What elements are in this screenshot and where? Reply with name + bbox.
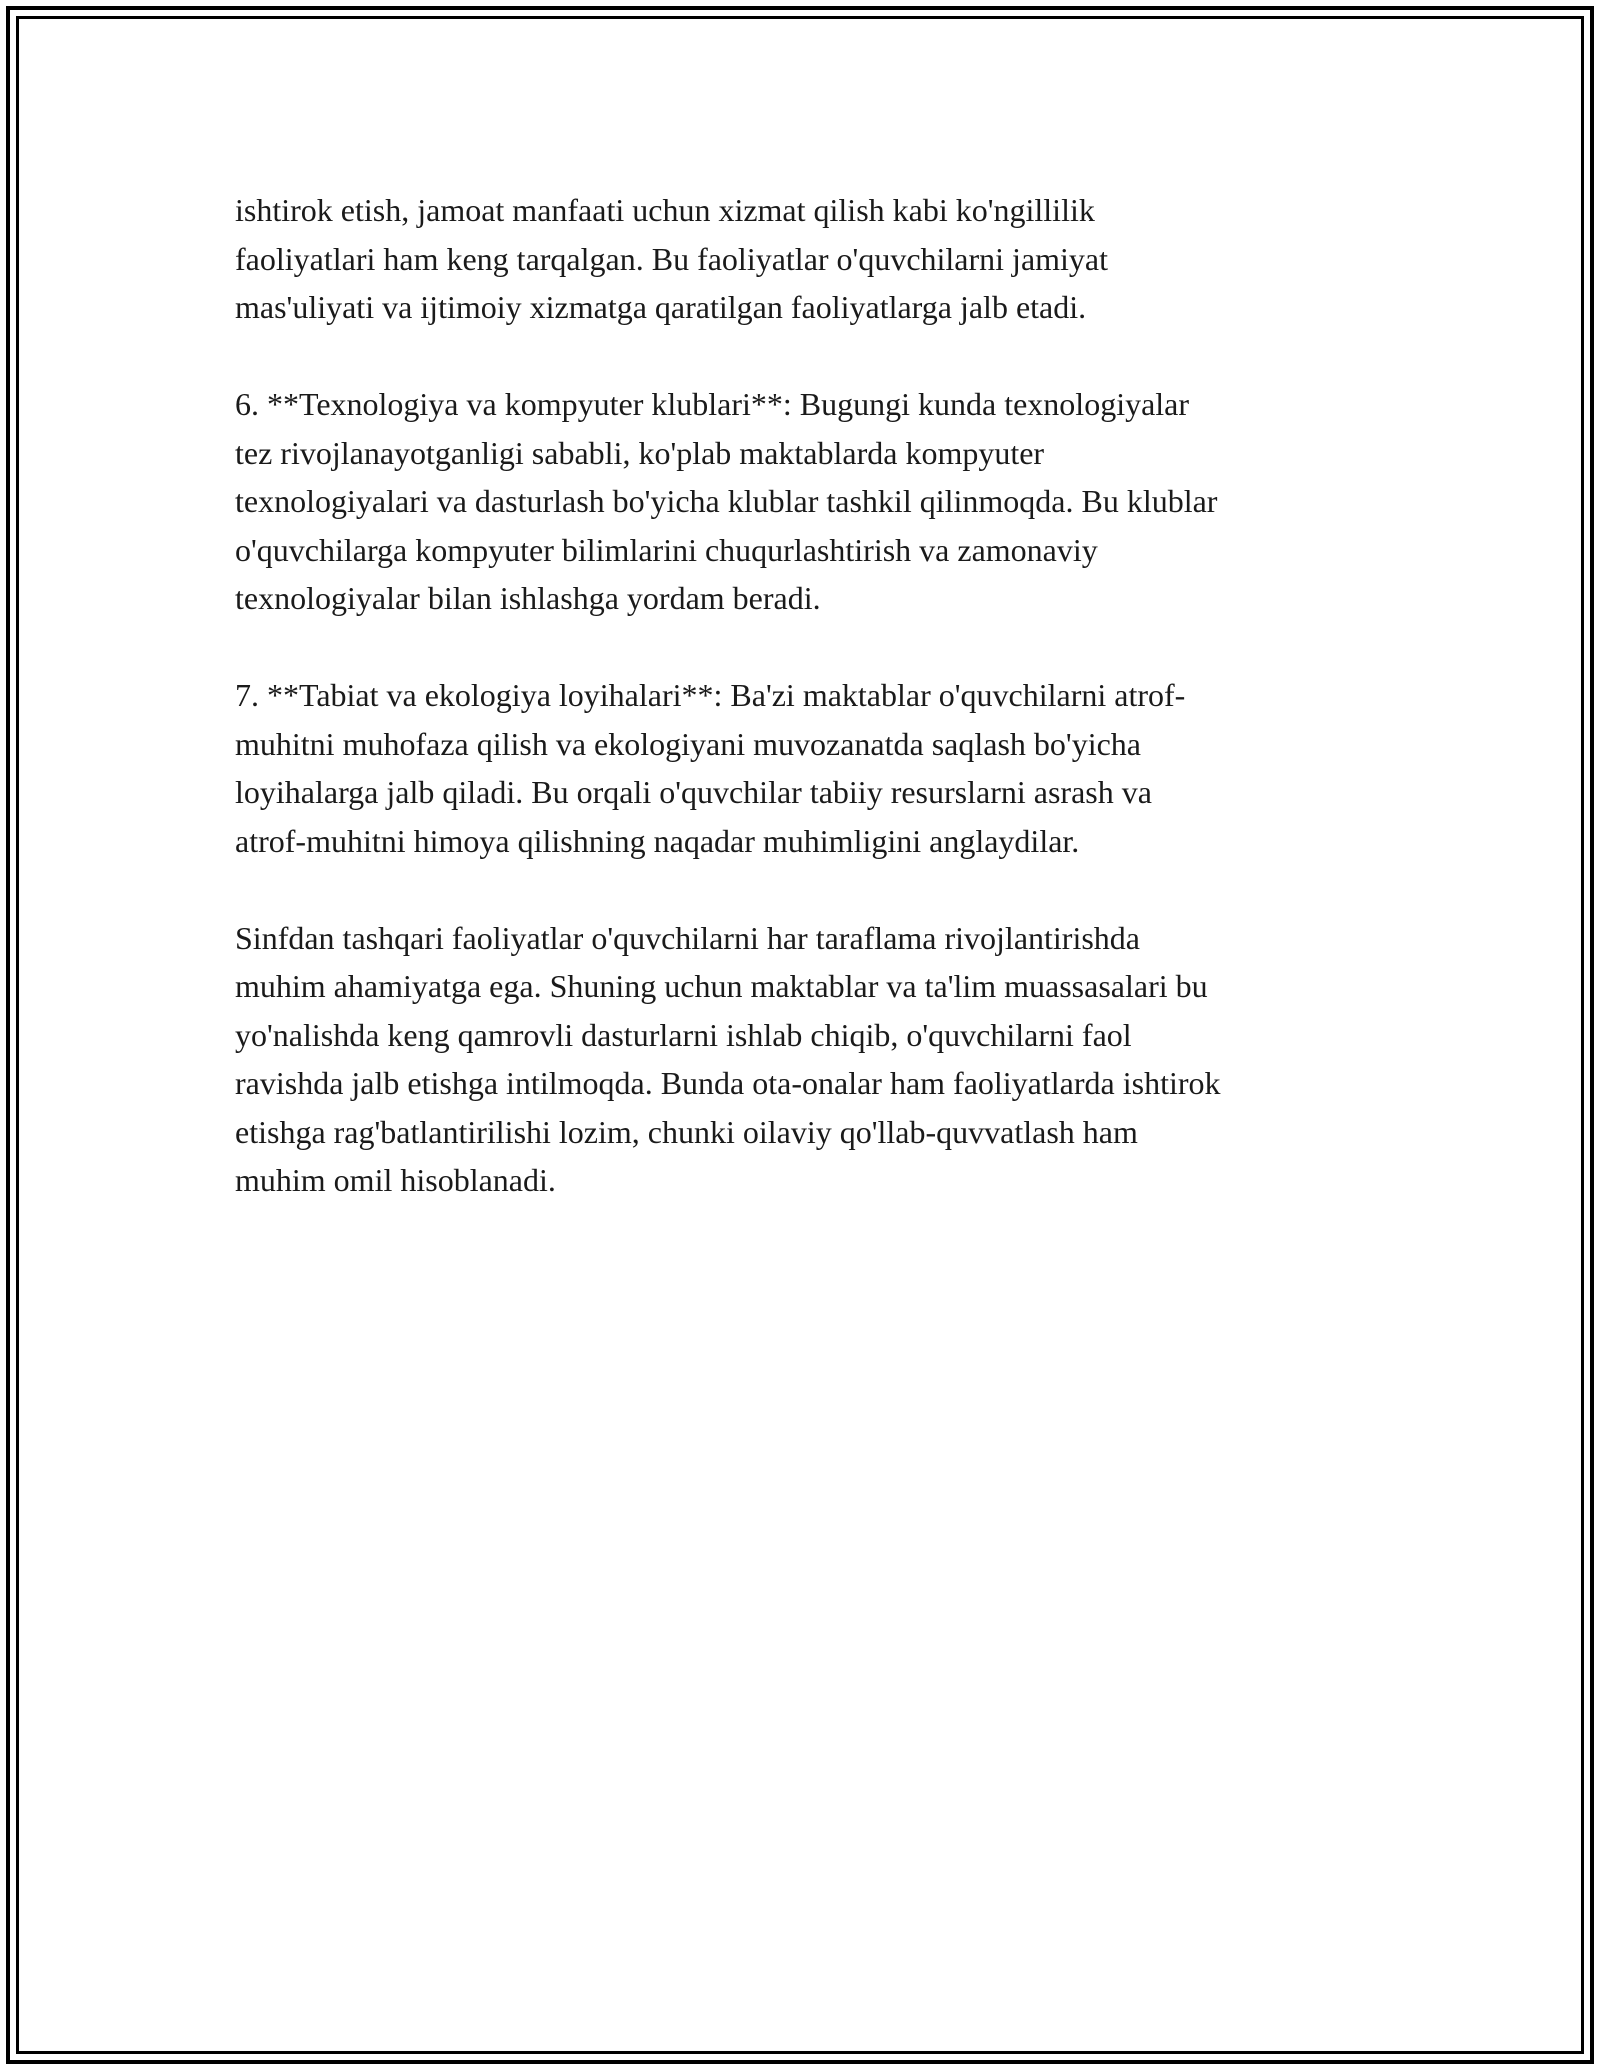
text-line: yo'nalishda keng qamrovli dasturlarni ishlab chiqib, o'quvchilarni faol xyxy=(235,1016,1132,1053)
text-line: texnologiyalar bilan ishlashga yordam beradi. xyxy=(235,580,821,616)
paragraph-technology-clubs xyxy=(235,380,1375,623)
text-line: etishga rag'batlantirilishi lozim, chunki oilaviy qo'llab-quvvatlash ham xyxy=(235,1113,1138,1150)
document-body xyxy=(235,186,1375,1253)
text-line: 6. **Texnologiya va kompyuter klublari**: Bugungi kunda texnologiyalar xyxy=(235,386,1190,422)
text-line: loyihalarga jalb qiladi. Bu orqali o'quvchilar tabiiy resurslarni asrash va xyxy=(235,774,1152,810)
text-line: ishtirok etish, jamoat manfaati uchun xizmat qilish kabi ko'ngillilik xyxy=(235,192,1095,228)
text-line: mas'uliyati va ijtimoiy xizmatga qaratilgan faoliyatlarga jalb etadi. xyxy=(235,289,1087,325)
text-line: faoliyatlari ham keng tarqalgan. Bu faoliyatlar o'quvchilarni jamiyat xyxy=(235,240,1109,277)
text-line: muhim ahamiyatga ega. Shuning uchun maktablar va ta'lim muassasalari bu xyxy=(235,968,1208,1004)
paragraph-ecology-projects xyxy=(235,671,1375,865)
text-line: muhitni muhofaza qilish va ekologiyani muvozanatda saqlash bo'yicha xyxy=(235,725,1141,762)
text-line: atrof-muhitni himoya qilishning naqadar muhimligini anglaydilar. xyxy=(235,822,1080,859)
paragraph-volunteering xyxy=(235,186,1375,332)
text-line: muhim omil hisoblanadi. xyxy=(235,1162,556,1198)
paragraph-conclusion xyxy=(235,914,1375,1205)
text-line: Sinfdan tashqari faoliyatlar o'quvchilarni har taraflama rivojlantirishda xyxy=(235,919,1140,956)
text-line: texnologiyalari va dasturlash bo'yicha klublar tashkil qilinmoqda. Bu klublar xyxy=(235,483,1218,519)
text-line: tez rivojlanayotganligi sababli, ko'plab maktablarda kompyuter xyxy=(235,434,1045,471)
text-line: 7. **Tabiat va ekologiya loyihalari**: Ba'zi maktablar o'quvchilarni atrof- xyxy=(235,677,1186,713)
text-line: o'quvchilarga kompyuter bilimlarini chuqurlashtirish va zamonaviy xyxy=(235,531,1098,568)
text-line: ravishda jalb etishga intilmoqda. Bunda ota-onalar ham faoliyatlarda ishtirok xyxy=(235,1065,1221,1101)
